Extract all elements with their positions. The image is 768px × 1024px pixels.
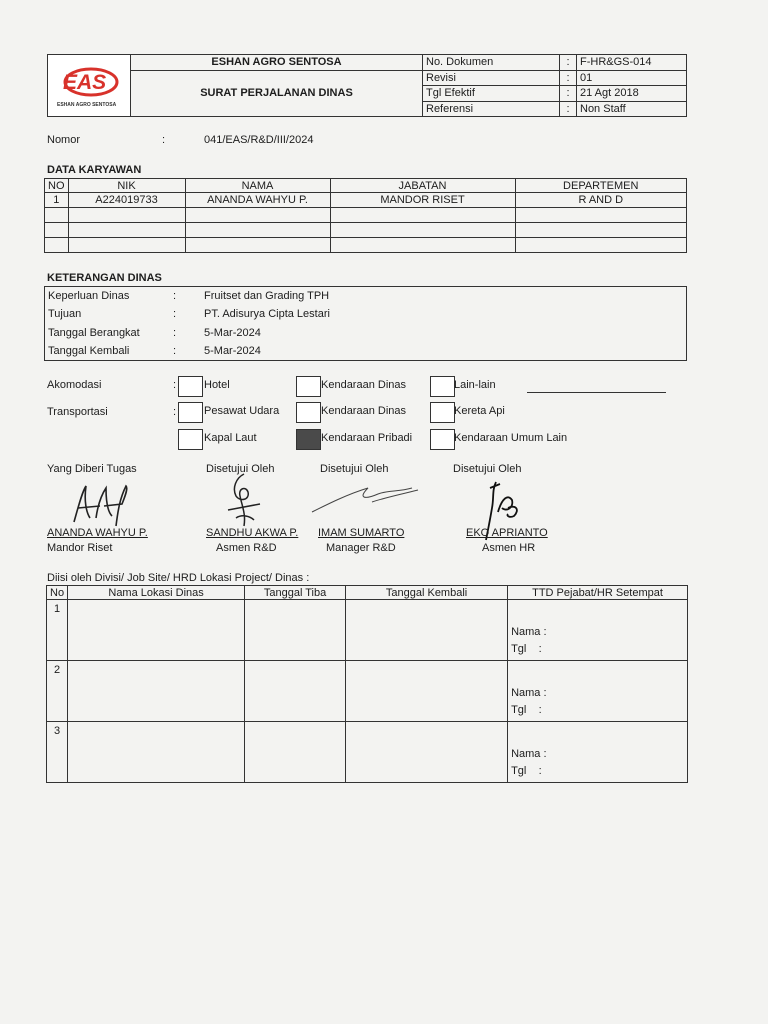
option-label: Kendaraan Dinas — [321, 405, 407, 417]
signature-caption: Disetujui Oleh — [206, 463, 275, 475]
cell-jabatan — [330, 223, 515, 238]
checkbox-kereta-api[interactable] — [430, 402, 455, 423]
ttd-nama-label: Nama : — [511, 687, 547, 699]
option-label: Hotel — [204, 379, 230, 391]
meta-label: No. Dokumen — [423, 55, 560, 71]
cell-jabatan: MANDOR RISET — [330, 193, 515, 208]
cell-departemen: R AND D — [515, 193, 687, 208]
cell-tiba[interactable] — [245, 600, 346, 661]
cell-no: 1 — [47, 600, 68, 661]
logo-cell — [48, 55, 131, 117]
cell-lokasi[interactable] — [68, 661, 245, 722]
col-header: Tanggal Tiba — [245, 586, 346, 600]
cell-no — [45, 208, 69, 223]
option-label: Kereta Api — [454, 405, 505, 417]
meta-value: F-HR&GS-014 — [577, 55, 687, 71]
option-label: Kendaraan Dinas — [321, 379, 407, 391]
cell-jabatan — [330, 238, 515, 253]
lain-lain-line[interactable] — [527, 392, 666, 393]
cell-departemen — [515, 223, 687, 238]
signature-role: Manager R&D — [326, 542, 396, 554]
meta-label: Revisi — [423, 70, 560, 86]
signature-name: IMAM SUMARTO — [318, 527, 405, 539]
cell-departemen — [515, 208, 687, 223]
cell-no: 1 — [45, 193, 69, 208]
dinas-label: Tanggal Kembali — [48, 345, 130, 357]
dinas-box — [44, 286, 687, 361]
dinas-value: 5-Mar-2024 — [204, 327, 261, 339]
signature-caption: Disetujui Oleh — [453, 463, 522, 475]
dinas-value: Fruitset dan Grading TPH — [204, 290, 330, 302]
karyawan-table — [44, 178, 687, 253]
dinas-label: Tujuan — [48, 308, 82, 320]
signature-name: EKO APRIANTO — [466, 527, 548, 539]
svg-text:EAS: EAS — [63, 70, 107, 94]
dinas-label: Tanggal Berangkat — [48, 327, 140, 339]
nomor-label: Nomor — [47, 134, 81, 146]
cell-nik — [68, 208, 185, 223]
meta-sep: : — [560, 86, 577, 102]
signature-ananda — [60, 478, 140, 530]
ttd-tgl-label: Tgl : — [511, 643, 542, 655]
cell-jabatan — [330, 208, 515, 223]
dinas-sep: : — [173, 327, 177, 339]
cell-nama — [185, 238, 330, 253]
cell-nik — [68, 238, 185, 253]
cell-tiba[interactable] — [245, 722, 346, 783]
akomodasi-sep: : — [173, 379, 177, 391]
signature-name: ANANDA WAHYU P. — [47, 527, 148, 539]
signature-sandhu — [220, 470, 272, 530]
transportasi-label: Transportasi — [47, 406, 108, 418]
table-row — [47, 722, 688, 783]
cell-kembali[interactable] — [346, 661, 508, 722]
cell-nama: ANANDA WAHYU P. — [185, 193, 330, 208]
col-header: NO — [45, 179, 69, 193]
option-label: Pesawat Udara — [204, 405, 280, 417]
col-header: NAMA — [185, 179, 330, 193]
ttd-nama-label: Nama : — [511, 748, 547, 760]
table-row — [45, 193, 687, 208]
meta-value: Non Staff — [577, 101, 687, 117]
company-name: ESHAN AGRO SENTOSA — [131, 55, 423, 71]
signature-imam — [308, 478, 428, 518]
col-header: No — [47, 586, 68, 600]
option-label: Kendaraan Pribadi — [321, 432, 413, 444]
ttd-tgl-label: Tgl : — [511, 765, 542, 777]
dinas-sep: : — [173, 290, 177, 302]
akomodasi-label: Akomodasi — [47, 379, 102, 391]
cell-tiba[interactable] — [245, 661, 346, 722]
signature-role: Asmen HR — [482, 542, 536, 554]
section-title-karyawan: DATA KARYAWAN — [47, 164, 142, 176]
meta-value: 01 — [577, 70, 687, 86]
meta-sep: : — [560, 101, 577, 117]
cell-no: 3 — [47, 722, 68, 783]
document-header — [47, 54, 687, 117]
cell-kembali[interactable] — [346, 600, 508, 661]
meta-value: 21 Agt 2018 — [577, 86, 687, 102]
checkbox-kapal-laut[interactable] — [178, 429, 203, 450]
cell-nik: A224019733 — [68, 193, 185, 208]
nomor-sep: : — [162, 134, 166, 146]
table-row — [47, 661, 688, 722]
col-header: Nama Lokasi Dinas — [68, 586, 245, 600]
section-title-dinas: KETERANGAN DINAS — [47, 272, 162, 284]
dinas-sep: : — [173, 308, 177, 320]
dinas-value: PT. Adisurya Cipta Lestari — [204, 308, 330, 320]
checkbox-pesawat-udara[interactable] — [178, 402, 203, 423]
col-header: Tanggal Kembali — [346, 586, 508, 600]
company-logo — [53, 62, 125, 110]
cell-ttd[interactable] — [508, 722, 688, 783]
table-header-row — [45, 179, 687, 193]
signature-role: Mandor Riset — [47, 542, 113, 554]
checkbox-kendaraan-dinas[interactable] — [296, 402, 321, 423]
cell-no — [45, 238, 69, 253]
cell-departemen — [515, 238, 687, 253]
ttd-nama-label: Nama : — [511, 626, 547, 638]
col-header: NIK — [68, 179, 185, 193]
cell-ttd[interactable] — [508, 661, 688, 722]
table-row — [45, 208, 687, 223]
cell-nama — [185, 208, 330, 223]
svg-text:ESHAN AGRO SENTOSA: ESHAN AGRO SENTOSA — [57, 101, 117, 108]
lokasi-table — [46, 585, 688, 783]
option-label: Lain-lain — [454, 379, 496, 391]
ttd-tgl-label: Tgl : — [511, 704, 542, 716]
cell-nama — [185, 223, 330, 238]
checkbox-kendaraan-pribadi[interactable] — [296, 429, 321, 450]
table-row — [47, 600, 688, 661]
option-label: Kapal Laut — [204, 432, 257, 444]
meta-sep: : — [560, 70, 577, 86]
col-header: DEPARTEMEN — [515, 179, 687, 193]
cell-lokasi[interactable] — [68, 600, 245, 661]
meta-label: Referensi — [423, 101, 560, 117]
col-header: JABATAN — [330, 179, 515, 193]
checkbox-lain-lain[interactable] — [430, 376, 455, 397]
document-title: SURAT PERJALANAN DINAS — [131, 70, 423, 117]
table-row — [45, 238, 687, 253]
table-header-row — [47, 586, 688, 600]
signature-name: SANDHU AKWA P. — [206, 527, 299, 539]
meta-label: Tgl Efektif — [423, 86, 560, 102]
cell-kembali[interactable] — [346, 722, 508, 783]
checkbox-kendaraan-dinas-akomodasi[interactable] — [296, 376, 321, 397]
transportasi-sep: : — [173, 406, 177, 418]
checkbox-kendaraan-umum-lain[interactable] — [430, 429, 455, 450]
signature-caption: Yang Diberi Tugas — [47, 463, 137, 475]
dinas-value: 5-Mar-2024 — [204, 345, 261, 357]
signature-role: Asmen R&D — [216, 542, 277, 554]
meta-sep: : — [560, 55, 577, 71]
cell-lokasi[interactable] — [68, 722, 245, 783]
col-header: TTD Pejabat/HR Setempat — [508, 586, 688, 600]
signature-caption: Disetujui Oleh — [320, 463, 389, 475]
cell-nik — [68, 223, 185, 238]
lokasi-intro: Diisi oleh Divisi/ Job Site/ HRD Lokasi Project/ Dinas : — [47, 572, 310, 584]
table-row — [45, 223, 687, 238]
checkbox-hotel[interactable] — [178, 376, 203, 397]
nomor-value: 041/EAS/R&D/III/2024 — [204, 134, 314, 146]
dinas-label: Keperluan Dinas — [48, 290, 130, 302]
dinas-sep: : — [173, 345, 177, 357]
cell-no: 2 — [47, 661, 68, 722]
cell-ttd[interactable] — [508, 600, 688, 661]
cell-no — [45, 223, 69, 238]
option-label: Kendaraan Umum Lain — [454, 432, 568, 444]
